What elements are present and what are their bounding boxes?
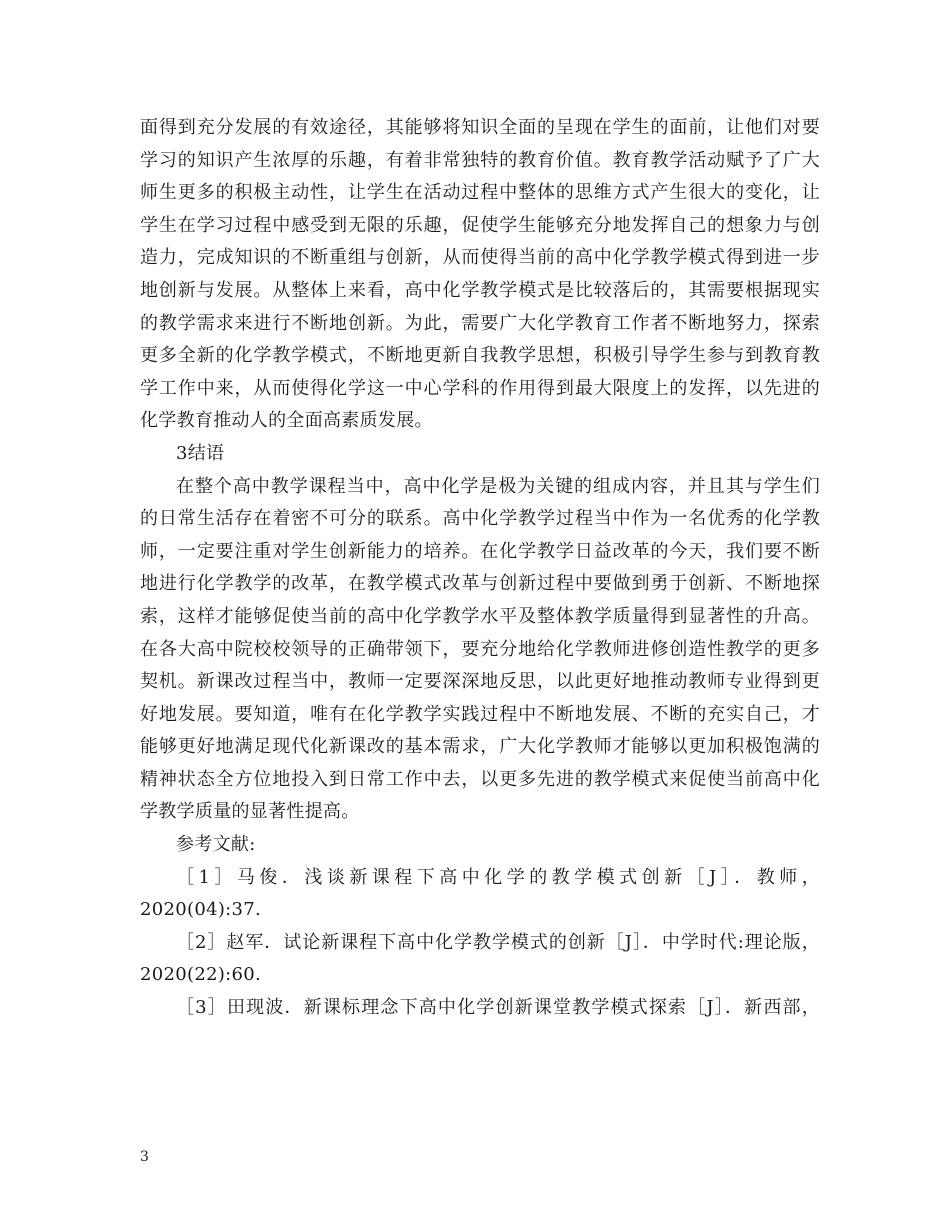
reference-text: 2020(04):37. — [140, 899, 262, 921]
section-heading: 3结语 — [176, 442, 225, 464]
text-line: 精神状态全方位地投入到日常工作中去，以更多先进的教学模式来促使当前高中化 — [140, 768, 820, 790]
text-line: 学生在学习过程中感受到无限的乐趣，促使学生能够充分地发挥自己的想象力与创 — [140, 214, 820, 236]
text-line: 索，这样才能够促使当前的高中化学教学水平及整体教学质量得到显著性的升高。 — [140, 605, 820, 627]
text-line: 在整个高中教学课程当中，高中化学是极为关键的组成内容，并且其与学生们 — [176, 475, 820, 497]
text-line: 学习的知识产生浓厚的乐趣，有着非常独特的教育价值。教育教学活动赋予了广大 — [140, 149, 820, 171]
text-line: 的教学需求来进行不断地创新。为此，需要广大化学教育工作者不断地努力，探索 — [140, 312, 820, 334]
text-line: 的日常生活存在着密不可分的联系。高中化学教学过程当中作为一名优秀的化学教 — [140, 508, 820, 530]
references-heading: 参考文献: — [176, 834, 256, 856]
intro-paragraph — [140, 112, 820, 438]
text-line: 造力，完成知识的不断重组与创新，从而使得当前的高中化学教学模式得到进一步 — [140, 247, 820, 269]
text-line: 化学教育推动人的全面高素质发展。 — [140, 410, 433, 432]
text-line: 师，一定要注重对学生创新能力的培养。在化学教学日益改革的今天，我们要不断 — [140, 540, 820, 562]
text-line: 契机。新课改过程当中，教师一定要深深地反思，以此更好地推动教师专业得到更 — [140, 671, 820, 693]
reference-text: 2020(22):60. — [140, 964, 262, 986]
text-line: 在各大高中院校校领导的正确带领下，要充分地给化学教师进修创造性教学的更多 — [140, 638, 820, 660]
text-line: 学工作中来，从而使得化学这一中心学科的作用得到最大限度上的发挥，以先进的 — [140, 377, 820, 399]
reference-item — [140, 927, 820, 992]
reference-text: ［2］赵军．试论新课程下高中化学教学模式的创新［J］．中学时代:理论版， — [176, 931, 820, 953]
reference-item — [140, 862, 820, 927]
text-line: 学教学质量的显著性提高。 — [140, 801, 360, 823]
reference-text: ［3］田现波．新课标理念下高中化学创新课堂教学模式探索［J］．新西部， — [176, 997, 820, 1019]
text-line: 更多全新的化学教学模式，不断地更新自我教学思想，积极引导学生参与到教育教 — [140, 345, 820, 367]
text-line: 好地发展。要知道，唯有在化学教学实践过程中不断地发展、不断的充实自己，才 — [140, 703, 820, 725]
conclusion-paragraph — [140, 471, 820, 830]
document-page — [140, 112, 820, 1025]
reference-text: ［1］马俊．浅谈新课程下高中化学的教学模式创新［J］．教师， — [176, 866, 820, 888]
reference-list — [140, 862, 820, 1025]
text-line: 地进行化学教学的改革，在教学模式改革与创新过程中要做到勇于创新、不断地探 — [140, 573, 820, 595]
text-line: 地创新与发展。从整体上来看，高中化学教学模式是比较落后的，其需要根据现实 — [140, 279, 820, 301]
page-number: 3 — [140, 1149, 149, 1165]
reference-item — [140, 992, 820, 1025]
text-line: 师生更多的积极主动性，让学生在活动过程中整体的思维方式产生很大的变化，让 — [140, 182, 820, 204]
text-line: 能够更好地满足现代化新课改的基本需求，广大化学教师才能够以更加积极饱满的 — [140, 736, 820, 758]
text-line: 面得到充分发展的有效途径，其能够将知识全面的呈现在学生的面前，让他们对要 — [140, 117, 820, 138]
